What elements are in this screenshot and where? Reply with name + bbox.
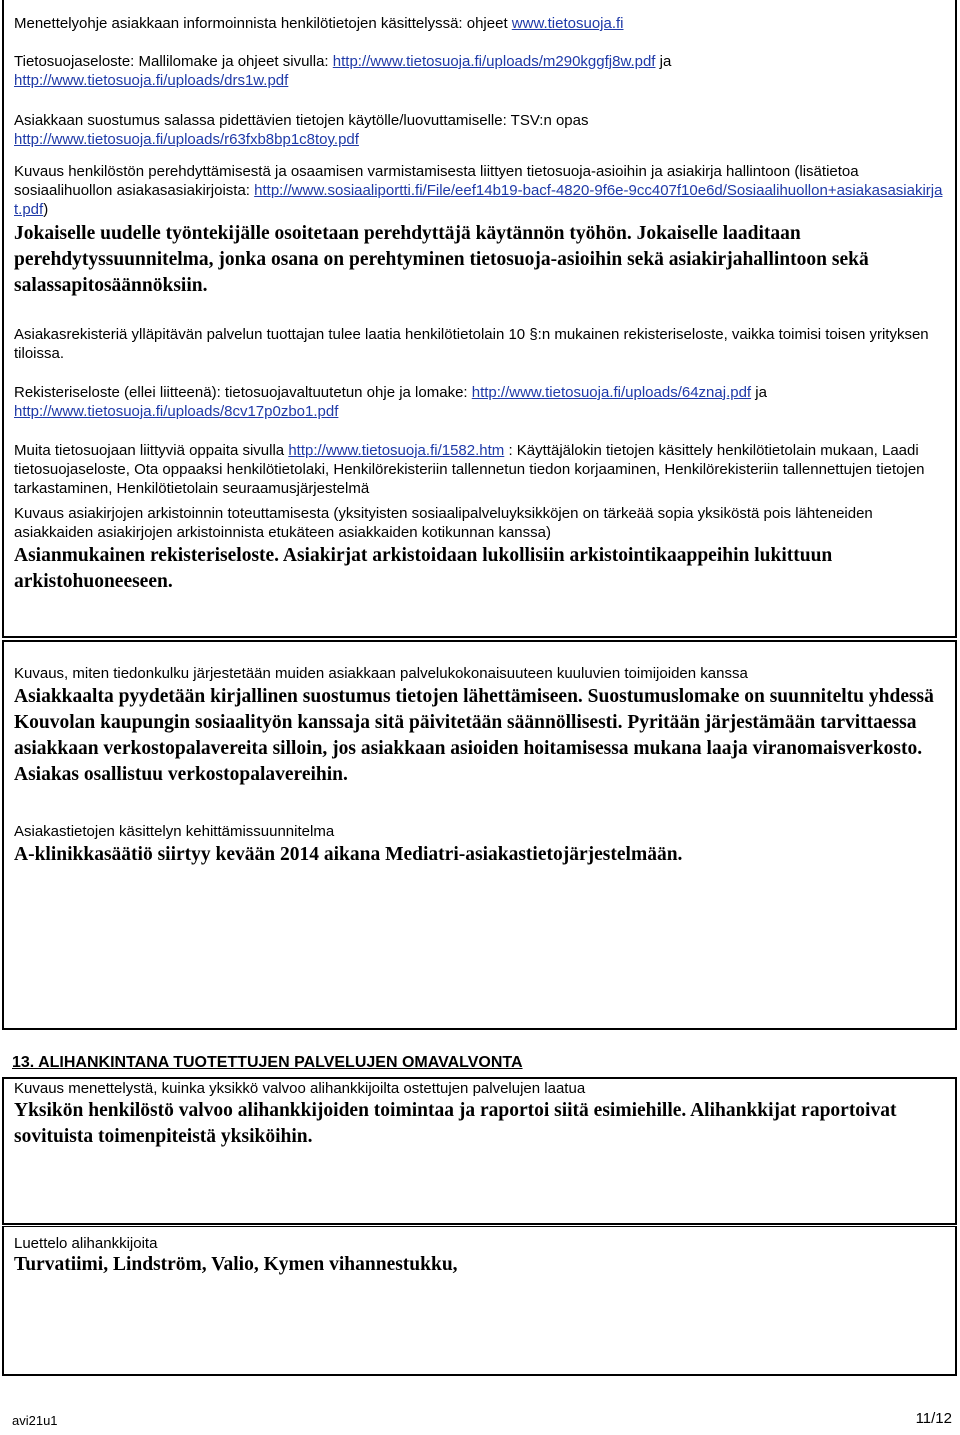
sosiaaliportti-link[interactable]: http://www.sosiaaliportti.fi/File/eef14b19-bacf-4820-9f6e-9cc407f10e6d/Sosiaalihuollon+asiakasasiakirjat.pdf — [14, 182, 943, 218]
guides-list-text: : Käyttäjälokin tietojen käsittely henkilötietolain mukaan, Laadi tietosuojaseloste, Ota oppaaksi henkilötietolaki, Henkilörekisteriin tallennetun tiedon korjaaminen, Henkilörekisteriin tallennettujen tietojen tarkastaminen, Henkilötietolain seuraamusjärjestelmä — [14, 442, 925, 497]
information-flow-description: Kuvaus, miten tiedonkulku järjestetään muiden asiakkaan palvelukokonaisuuteen kuuluvien toimijoiden kanssa — [14, 665, 748, 682]
and-text: ja — [755, 384, 767, 401]
subcontract-quality-answer: Yksikön henkilöstö valvoo alihankkijoiden toimintaa ja raportoi siitä esimiehille. Alihankkijat raportoivat sovituista toimenpiteistä yksiköihin. — [14, 1100, 897, 1147]
subcontractor-list-box — [2, 1226, 957, 1376]
guidance-paragraph — [14, 14, 945, 33]
orientation-text: Kuvaus henkilöstön perehdyttämisestä ja osaamisen varmistamisesta liittyen tietosuoja-asioihin ja asiakirja hallintoon (lisätietoa sosiaalihuollon asiakasasiakirjoista: — [14, 163, 859, 199]
guidance-text: Menettelyohje asiakkaan informoinnista henkilötietojen käsittelyssä: ohjeet — [14, 15, 508, 32]
other-guides-text: Muita tietosuojaan liittyviä oppaita sivulla — [14, 442, 285, 459]
information-flow-box — [2, 640, 957, 1030]
privacy-form-link[interactable]: http://www.tietosuoja.fi/uploads/m290kggfj8w.pdf — [332, 53, 656, 70]
privacy-statement-text: Tietosuojaseloste: Mallilomake ja ohjeet sivulla: — [14, 53, 329, 70]
orientation-answer: Jokaiselle uudelle työntekijälle osoitetaan perehdyttäjä käytännön työhön. Jokaiselle laaditaan perehdytyssuunnitelma, jonka osana on perehtyminen tietosuoja-asioihin sekä asiakirjahallintoon sekä salassapitosäännöksiin. — [14, 223, 869, 296]
closing-paren: ) — [43, 201, 49, 218]
privacy-statement-paragraph — [14, 52, 945, 90]
archiving-description: Kuvaus asiakirjojen arkistoinnin toteuttamisesta (yksityisten sosiaalipalveluyksikköjen on tärkeää sopia yksiköstä pois lähteneiden asiakkaiden asiakirjojen arkistoinnista etukäteen asiakkaiden kotikunnan kanssa) — [14, 505, 873, 541]
information-flow-answer: Asiakkaalta pyydetään kirjallinen suostumus tietojen lähettämiseen. Suostumuslomake on suunniteltu yhdessä Kouvolan kaupungin sosiaalityön kanssaja sitä päivitetään säännöllisesti. Pyritään järjestämään tarvittaessa asiakkaan verkostopalavereita silloin, jos asiakkaan asioiden hoitamisessa mukana laaja viranomaisverkosto. Asiakas osallistuu verkostopalavereihin. — [14, 686, 934, 785]
document-code: avi21u1 — [12, 1413, 58, 1428]
development-plan-description: Asiakastietojen käsittelyn kehittämissuunnitelma — [14, 823, 335, 840]
info-section-box — [2, 0, 957, 638]
consent-guide-link[interactable]: http://www.tietosuoja.fi/uploads/r63fxb8bp1c8toy.pdf — [14, 131, 359, 148]
subcontractor-list-description: Luettelo alihankkijoita — [14, 1235, 158, 1252]
subcontractor-list-answer: Turvatiimi, Lindström, Valio, Kymen vihannestukku, — [14, 1254, 458, 1275]
other-guides-paragraph — [14, 441, 945, 498]
archiving-answer: Asianmukainen rekisteriseloste. Asiakirjat arkistoidaan lukollisiin arkistointikaappeihin lukittuun arkistohuoneeseen. — [14, 545, 833, 592]
consent-text: Asiakkaan suostumus salassa pidettävien tietojen käytölle/luovuttamiselle: TSV:n opas — [14, 112, 589, 129]
register-form-paragraph — [14, 383, 945, 421]
and-text: ja — [659, 53, 672, 70]
development-plan-answer: A-klinikkasäätiö siirtyy kevään 2014 aikana Mediatri-asiakastietojärjestelmään. — [14, 844, 683, 865]
privacy-guide-link[interactable]: http://www.tietosuoja.fi/uploads/drs1w.pdf — [14, 72, 289, 89]
section-13-heading: 13. ALIHANKINTANA TUOTETTUJEN PALVELUJEN OMAVALVONTA — [12, 1054, 523, 1071]
register-form-text: Rekisteriseloste (ellei liitteenä): tietosuojavaltuutetun ohje ja lomake: — [14, 384, 468, 401]
subcontract-quality-box — [2, 1077, 957, 1225]
guides-page-link[interactable]: http://www.tietosuoja.fi/1582.htm — [288, 442, 505, 459]
orientation-paragraph — [14, 162, 945, 219]
register-form-link[interactable]: http://www.tietosuoja.fi/uploads/64znaj.pdf — [471, 384, 752, 401]
register-guide-link[interactable]: http://www.tietosuoja.fi/uploads/8cv17p0zbo1.pdf — [14, 403, 339, 420]
consent-paragraph — [14, 111, 945, 149]
register-requirement-text: Asiakasrekisteriä ylläpitävän palvelun tuottajan tulee laatia henkilötietolain 10 §:n mukainen rekisteriseloste, vaikka toimisi toisen yrityksen tiloissa. — [14, 326, 929, 362]
page-number: 11/12 — [915, 1410, 952, 1427]
subcontract-quality-description: Kuvaus menettelystä, kuinka yksikkö valvoo alihankkijoilta ostettujen palvelujen laatua — [14, 1080, 586, 1097]
tietosuoja-link[interactable]: www.tietosuoja.fi — [511, 15, 624, 32]
